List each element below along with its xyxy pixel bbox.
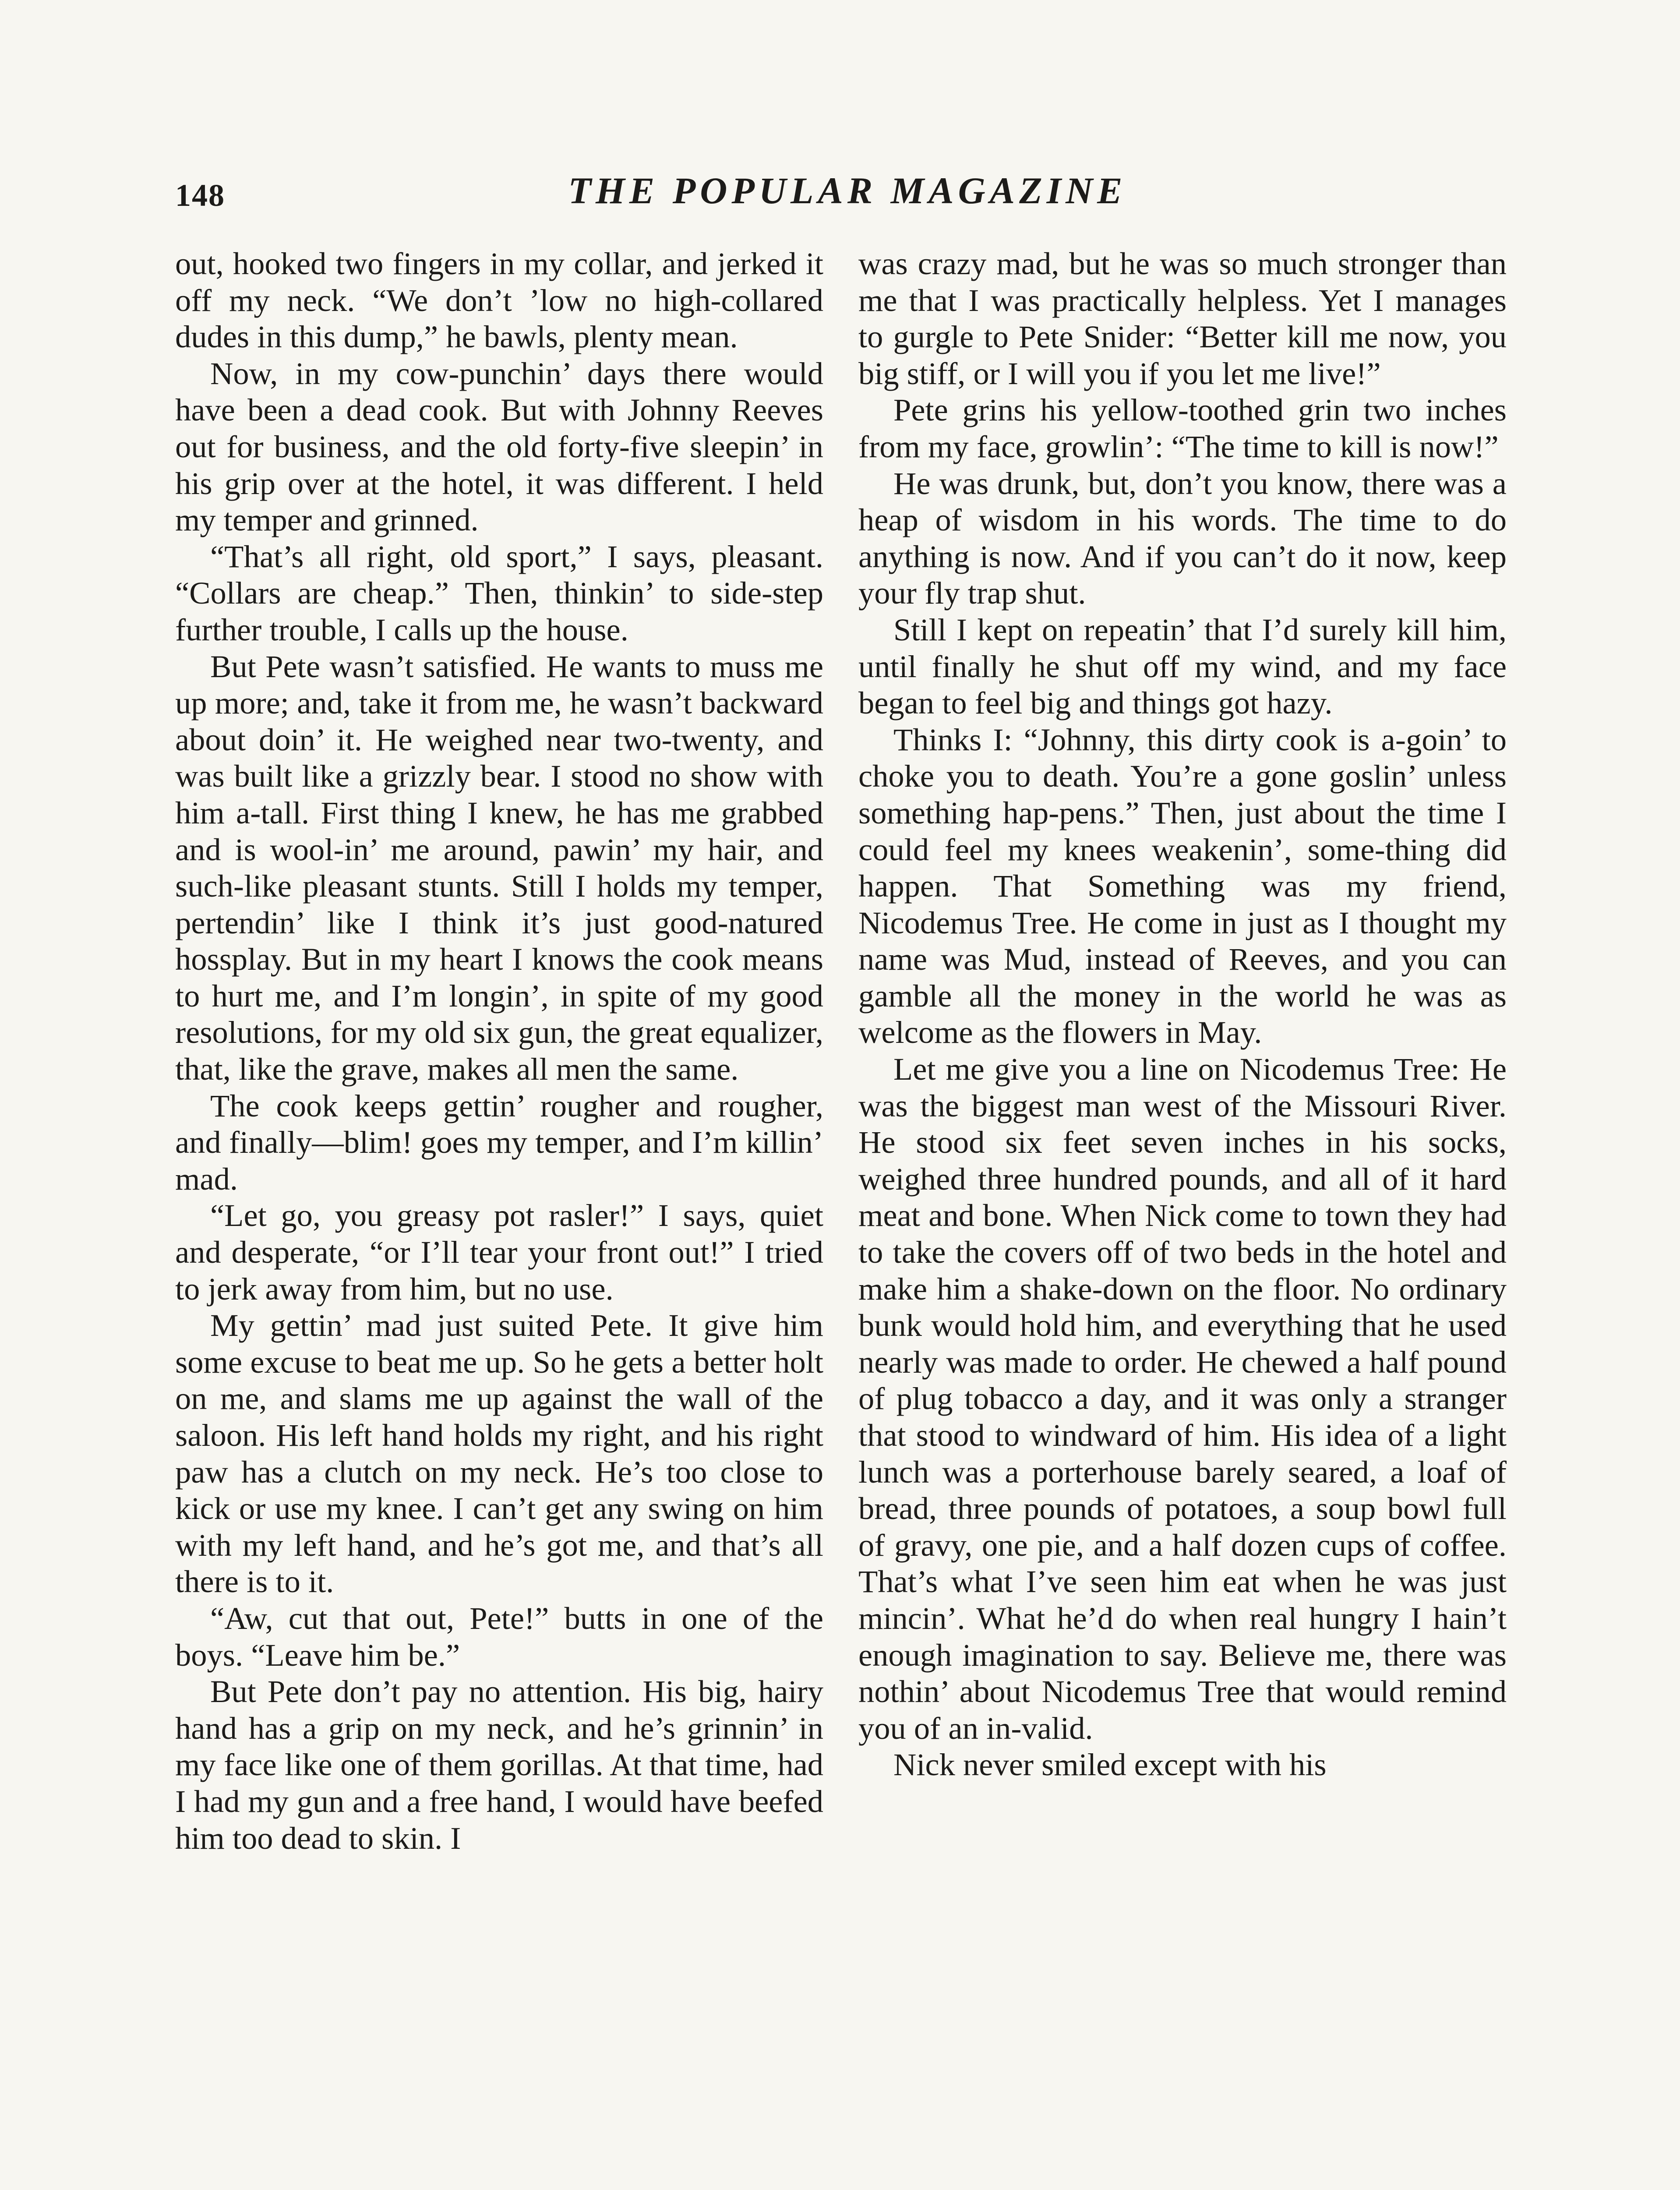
paragraph: Let me give you a line on Nicodemus Tree: He was the biggest man west of the Missouri River. He stood six feet seven inches in his socks, weighed three hundred pounds, and all of it hard meat and bone. When Nick come to town they had to take the covers off of two beds in the hotel and make him a shake-down on the floor. No ordinary bunk would hold him, and everything that he used nearly was made to order. He chewed a half pound of plug tobacco a day, and it was only a stranger that stood to windward of him. His idea of a light lunch was a porterhouse barely seared, a loaf of bread, three pounds of potatoes, a soup bowl full of gravy, one pie, and a half dozen cups of coffee. That’s what I’ve seen him eat when he was just mincin’. What he’d do when real hungry I hain’t enough imagination to say. Believe me, there was nothin’ about Nicodemus Tree that would remind you of an in-valid. [858, 1051, 1507, 1746]
paragraph: Still I kept on repeatin’ that I’d surely kill him, until finally he shut off my wind, and my face began to feel big and things got hazy. [858, 611, 1507, 721]
paragraph: Thinks I: “Johnny, this dirty cook is a-goin’ to choke you to death. You’re a gone goslin’ unless something hap-pens.” Then, just about the time I could feel my knees weakenin’, some-thing did happen. That Something was my friend, Nicodemus Tree. He come in just as I thought my name was Mud, instead of Reeves, and you can gamble all the money in the world he was as welcome as the flowers in May. [858, 721, 1507, 1050]
paragraph: “Aw, cut that out, Pete!” butts in one of the boys. “Leave him be.” [175, 1600, 823, 1673]
paragraph: Pete grins his yellow-toothed grin two inches from my face, growlin’: “The time to kill is now!” [858, 392, 1507, 464]
right-column [858, 245, 1507, 1783]
paragraph: “That’s all right, old sport,” I says, pleasant. “Collars are cheap.” Then, thinkin’ to side-step further trouble, I calls up the house. [175, 538, 823, 647]
left-column [175, 245, 823, 1856]
paragraph: But Pete don’t pay no attention. His big, hairy hand has a grip on my neck, and he’s grinnin’ in my face like one of them gorillas. At that time, had I had my gun and a free hand, I would have beefed him too dead to skin. I [175, 1674, 823, 1856]
page-header [175, 164, 1520, 230]
paragraph: “Let go, you greasy pot rasler!” I says, quiet and desperate, “or I’ll tear your front out!” I tried to jerk away from him, but no use. [175, 1197, 823, 1307]
paragraph: But Pete wasn’t satisfied. He wants to muss me up more; and, take it from me, he wasn’t backward about doin’ it. He weighed near two-twenty, and was built like a grizzly bear. I stood no show with him a-tall. First thing I knew, he has me grabbed and is wool-in’ me around, pawin’ my hair, and such-like pleasant stunts. Still I holds my temper, pertendin’ like I think it’s just good-natured hossplay. But in my heart I knows the cook means to hurt me, and I’m longin’, in spite of my good resolutions, for my old six gun, the great equalizer, that, like the grave, makes all men the same. [175, 648, 823, 1087]
paragraph: He was drunk, but, don’t you know, there was a heap of wisdom in his words. The time to do anything is now. And if you can’t do it now, keep your fly trap shut. [858, 465, 1507, 611]
paragraph: The cook keeps gettin’ rougher and rougher, and finally—blim! goes my temper, and I’m killin’ mad. [175, 1088, 823, 1197]
paragraph: My gettin’ mad just suited Pete. It give him some excuse to beat me up. So he gets a better holt on me, and slams me up against the wall of the saloon. His left hand holds my right, and his right paw has a clutch on my neck. He’s too close to kick or use my knee. I can’t get any swing on him with my left hand, and he’s got me, and that’s all there is to it. [175, 1307, 823, 1600]
running-title: THE POPULAR MAGAZINE [568, 170, 1127, 212]
paragraph: Nick never smiled except with his [893, 1747, 1327, 1783]
paragraph: Now, in my cow-punchin’ days there would have been a dead cook. But with Johnny Reeves out for business, and the old forty-five sleepin’ in his grip over at the hotel, it was different. I held my temper and grinned. [175, 355, 823, 538]
paragraph: was crazy mad, but he was so much stronger than me that I was practically helpless. Yet I manages to gurgle to Pete Snider: “Better kill me now, you big stiff, or I will you if you let me live!” [858, 246, 1507, 391]
page-number: 148 [175, 178, 225, 213]
paragraph: out, hooked two fingers in my collar, and jerked it off my neck. “We don’t ’low no high-collared dudes in this dump,” he bawls, plenty mean. [175, 246, 823, 355]
